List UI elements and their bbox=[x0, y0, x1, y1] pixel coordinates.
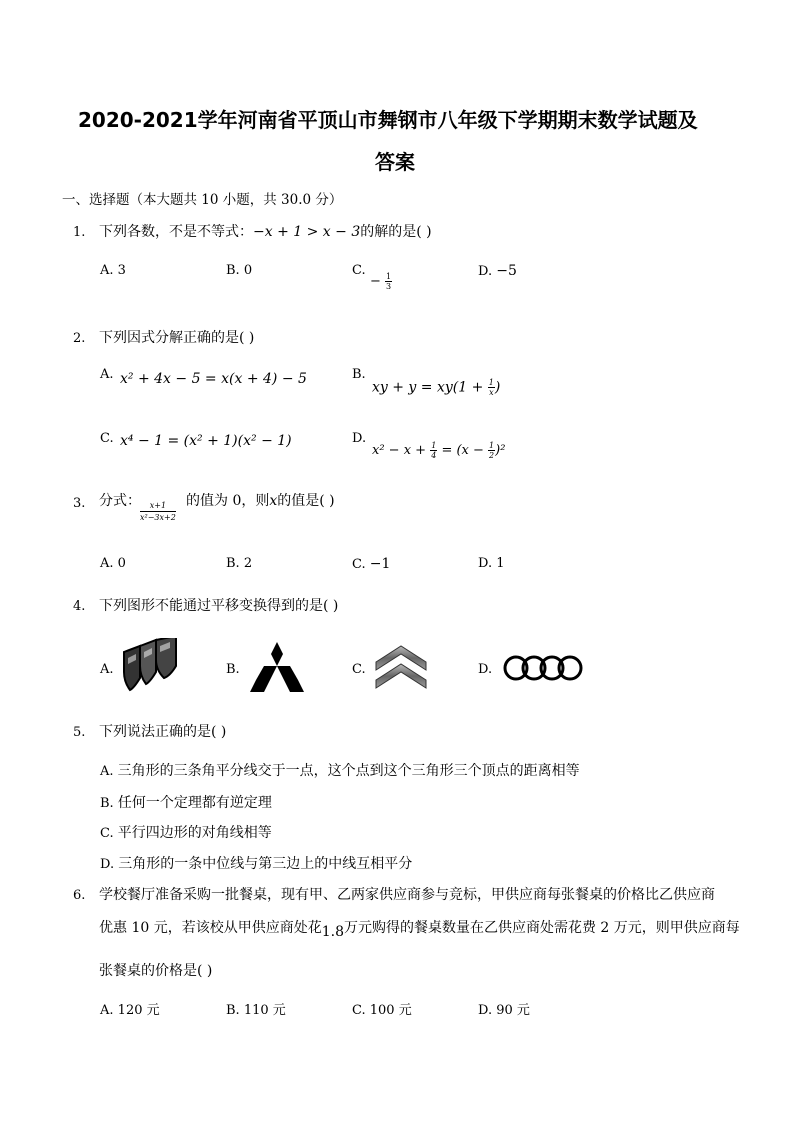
question-1-pre: 下列各数，不是不等式： bbox=[99, 224, 253, 240]
citroen-chevrons-icon bbox=[374, 642, 428, 692]
option-value: 2 bbox=[243, 556, 253, 571]
option-b bbox=[100, 792, 272, 812]
question-3-rest bbox=[186, 490, 335, 510]
question-number: 3. bbox=[73, 496, 86, 511]
option-c bbox=[352, 556, 390, 572]
question-3-mid: 的值为 0，则 bbox=[186, 493, 270, 509]
answer-paren: ( ) bbox=[319, 493, 335, 509]
option-a bbox=[100, 999, 160, 1018]
fraction-numerator: 1 bbox=[489, 441, 495, 450]
audi-rings-icon bbox=[502, 654, 586, 682]
question-6-line2 bbox=[99, 917, 740, 940]
option-value: −1 bbox=[369, 556, 391, 572]
variable-x: x bbox=[269, 493, 278, 509]
option-label: D. bbox=[478, 264, 493, 279]
option-value: 90 元 bbox=[496, 1003, 530, 1018]
question-3-pre: 分式： bbox=[99, 493, 141, 509]
line2-post: 万元购得的餐桌数量在乙供应商处需花费 2 万元，则甲供应商每 bbox=[343, 920, 740, 936]
fraction bbox=[488, 378, 495, 397]
question-6-line1: 学校餐厅准备采购一批餐桌，现有甲、乙两家供应商参与竞标，甲供应商每张餐桌的价格比乙供应商 bbox=[99, 887, 715, 903]
question-5-text bbox=[99, 721, 226, 741]
fraction bbox=[140, 500, 176, 523]
option-label: B. bbox=[100, 796, 114, 811]
fraction-denominator: 4 bbox=[431, 451, 437, 460]
option-a-label: A. bbox=[100, 662, 114, 677]
question-4-stem: 下列图形不能通过平移变换得到的是 bbox=[99, 598, 323, 614]
option-label: B. bbox=[226, 1003, 240, 1018]
option-label: D. bbox=[478, 556, 493, 571]
option-label: A. bbox=[100, 764, 114, 779]
answer-paren: ( ) bbox=[211, 724, 227, 740]
option-b bbox=[226, 556, 252, 571]
option-b-expr bbox=[372, 378, 500, 397]
line2-pre: 优惠 10 元，若该校从甲供应商处花 bbox=[99, 920, 322, 936]
answer-paren: ( ) bbox=[323, 598, 339, 614]
fraction-numerator: 1 bbox=[431, 441, 437, 450]
page-title-line2: 答案 bbox=[375, 150, 415, 174]
option-b-label: B. bbox=[226, 662, 240, 677]
amount-value: 1.8 bbox=[321, 924, 344, 940]
option-d bbox=[100, 853, 412, 873]
option-value: 110 元 bbox=[243, 1003, 286, 1018]
option-label: C. bbox=[352, 263, 366, 278]
question-5-stem: 下列说法正确的是 bbox=[99, 724, 211, 740]
option-d-label: D. bbox=[478, 662, 493, 677]
fraction-numerator: 1 bbox=[386, 272, 392, 281]
mitsubishi-diamonds-icon bbox=[248, 642, 306, 694]
expr-part: )² bbox=[495, 443, 506, 458]
fraction-denominator: x bbox=[489, 388, 494, 397]
option-value: 0 bbox=[243, 263, 253, 278]
question-number: 2. bbox=[73, 331, 86, 346]
option-d bbox=[478, 999, 530, 1018]
expr-part: x² − x + bbox=[372, 443, 427, 458]
option-b bbox=[226, 999, 286, 1018]
option-a-label: A. bbox=[100, 367, 114, 382]
fraction-denominator: x²−3x+2 bbox=[140, 513, 176, 522]
option-c bbox=[352, 999, 412, 1018]
question-1-post: 的解的是 bbox=[360, 224, 417, 240]
option-d bbox=[478, 556, 505, 571]
option-label: C. bbox=[100, 826, 114, 841]
option-a bbox=[100, 760, 580, 780]
option-a-expr: x² + 4x − 5 = x(x + 4) − 5 bbox=[120, 371, 307, 387]
option-c-label: C. bbox=[100, 431, 114, 446]
expr-part: xy + y = xy(1 + bbox=[372, 379, 484, 396]
section-heading: 一、选择题（本大题共 10 小题，共 30.0 分） bbox=[62, 192, 343, 208]
answer-paren: ( ) bbox=[239, 330, 255, 346]
fraction-numerator: 1 bbox=[488, 378, 494, 387]
option-c-expr: x⁴ − 1 = (x² + 1)(x² − 1) bbox=[120, 433, 292, 449]
fraction-denominator: 3 bbox=[386, 282, 392, 291]
fraction-numerator: x+1 bbox=[140, 500, 176, 512]
option-d-label: D. bbox=[352, 431, 367, 446]
buick-shields-icon bbox=[120, 638, 180, 694]
question-2-text bbox=[99, 327, 254, 347]
option-label: B. bbox=[226, 263, 240, 278]
question-number: 5. bbox=[73, 725, 86, 740]
option-value: 120 元 bbox=[117, 1003, 160, 1018]
question-6-line3 bbox=[99, 960, 212, 980]
answer-paren: ( ) bbox=[197, 963, 213, 979]
option-d bbox=[478, 263, 517, 279]
option-value: −5 bbox=[496, 263, 517, 279]
option-label: D. bbox=[100, 857, 115, 872]
question-2-stem: 下列因式分解正确的是 bbox=[99, 330, 239, 346]
option-label: A. bbox=[100, 1003, 114, 1018]
fraction bbox=[385, 272, 392, 291]
option-c bbox=[352, 263, 366, 278]
option-c-value bbox=[370, 272, 392, 291]
answer-paren: ( ) bbox=[416, 224, 432, 240]
option-text: 三角形的三条角平分线交于一点，这个点到这个三角形三个顶点的距离相等 bbox=[117, 763, 580, 779]
option-text: 三角形的一条中位线与第三边上的中线互相平分 bbox=[118, 856, 413, 872]
option-label: B. bbox=[226, 556, 240, 571]
inequality-expr: −x + 1 > x − 3 bbox=[253, 224, 361, 240]
question-number: 6. bbox=[73, 888, 86, 903]
fraction-denominator: 2 bbox=[489, 451, 495, 460]
option-text: 平行四边形的对角线相等 bbox=[117, 825, 272, 841]
option-label: D. bbox=[478, 1003, 493, 1018]
option-b bbox=[226, 263, 252, 278]
option-label: A. bbox=[100, 556, 114, 571]
question-number: 4. bbox=[73, 599, 86, 614]
option-value: 1 bbox=[496, 556, 505, 571]
option-label: C. bbox=[352, 557, 366, 572]
option-label: A. bbox=[100, 263, 114, 278]
option-b-label: B. bbox=[352, 367, 366, 382]
option-a bbox=[100, 556, 126, 571]
page-title-line1: 2020-2021学年河南省平顶山市舞钢市八年级下学期期末数学试题及 bbox=[78, 108, 698, 132]
minus-sign: − bbox=[370, 274, 381, 289]
question-number: 1. bbox=[73, 225, 86, 240]
option-a bbox=[100, 263, 126, 278]
expr-part: ) bbox=[494, 379, 501, 396]
question-3-post: 的值是 bbox=[277, 493, 320, 509]
option-text: 任何一个定理都有逆定理 bbox=[117, 795, 272, 811]
option-value: 100 元 bbox=[369, 1003, 412, 1018]
expr-part: = (x − bbox=[441, 443, 484, 458]
option-value: 3 bbox=[117, 263, 126, 278]
fraction bbox=[430, 441, 437, 460]
option-c-label: C. bbox=[352, 662, 366, 677]
question-1-text bbox=[99, 221, 432, 241]
option-c bbox=[100, 822, 272, 842]
question-4-text bbox=[99, 595, 338, 615]
option-label: C. bbox=[352, 1003, 366, 1018]
option-d-expr bbox=[372, 441, 505, 460]
option-value: 0 bbox=[117, 556, 126, 571]
line3-text: 张餐桌的价格是 bbox=[99, 963, 197, 979]
